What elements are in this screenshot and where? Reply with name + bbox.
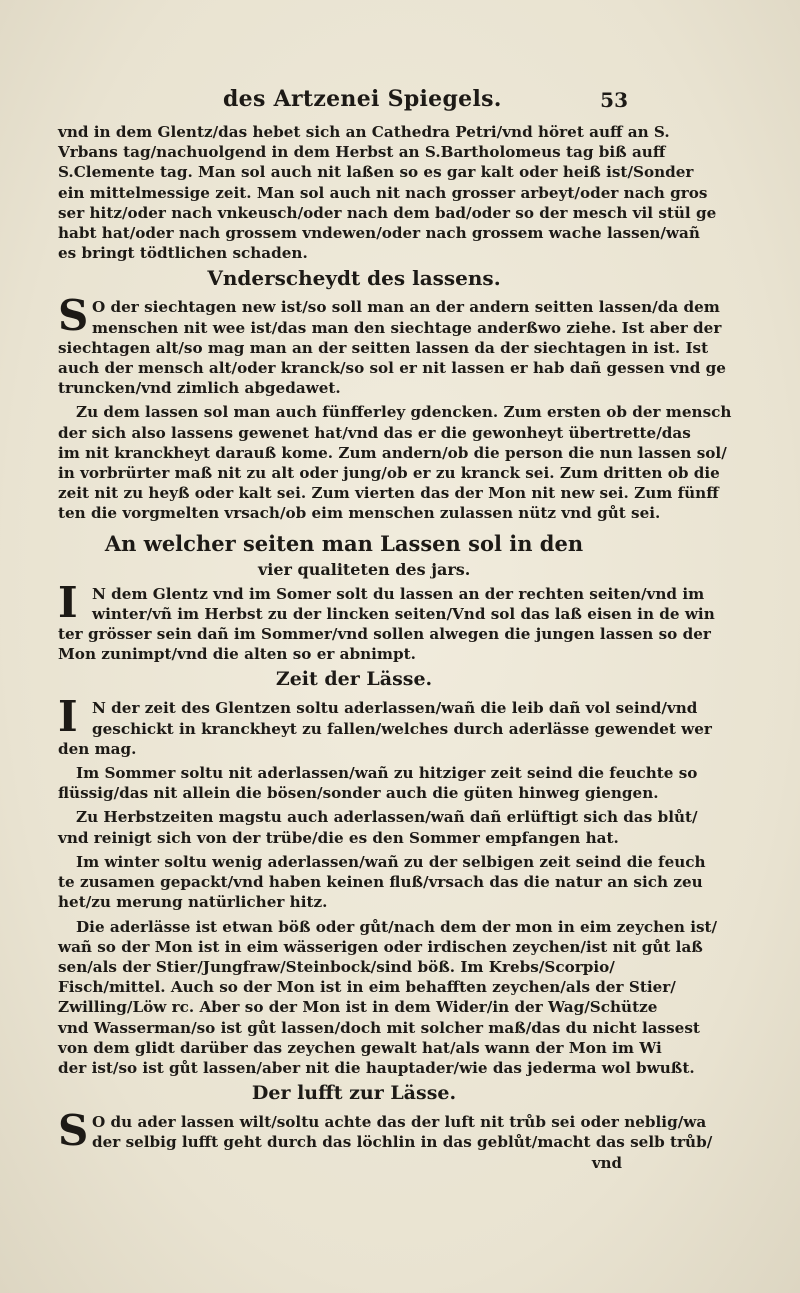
text-line: menschen nit wee ist/das man den siechtage anderßwo ziehe. Ist aber der <box>92 318 722 337</box>
text-line: im nit kranckheyt darauß kome. Zum andern/ob die person die nun lassen sol/ <box>58 443 727 462</box>
drop-cap: S <box>58 1106 89 1156</box>
text-line: wañ so der Mon ist in eim wässerigen oder irdischen zeychen/ist nit gůt laß <box>58 937 703 956</box>
text-line: Zwilling/Löw rc. Aber so der Mon ist in dem Wider/in der Wag/Schütze <box>58 998 658 1017</box>
text-line: Vrbans tag/nachuolgend in dem Herbst an S.Bartholomeus tag biß auff <box>58 143 666 162</box>
intro-paragraph <box>58 122 717 263</box>
text-line: N dem Glentz vnd im Somer solt du lassen an der rechten seiten/vnd im <box>92 584 705 603</box>
text-line: der selbig lufft geht durch das löchlin in das geblůt/macht das selb trůb/ <box>92 1133 713 1152</box>
drop-cap: I <box>58 692 78 742</box>
text-line: O der siechtagen new ist/so soll man an der andern seitten lassen/da dem <box>92 298 720 317</box>
text-line: te zusamen gepackt/vnd haben keinen fluß/vrsach das die natur an sich zeu <box>58 873 703 892</box>
text-line: Im winter soltu wenig aderlassen/wañ zu der selbigen zeit seind die feuch <box>76 852 706 871</box>
text-line: truncken/vnd zimlich abgedawet. <box>58 379 341 398</box>
text-line: vnd in dem Glentz/das hebet sich an Cathedra Petri/vnd höret auff an S. <box>58 123 670 141</box>
text-line: auch der mensch alt/oder kranck/so sol er nit lassen er hab dañ gessen vnd ge <box>58 359 726 378</box>
text-line: winter/vñ im Herbst zu der lincken seiten/Vnd sol das laß eisen in de win <box>92 604 715 623</box>
section3-paragraph4 <box>58 852 706 913</box>
text-line: Mon zunimpt/vnd die alten so er abnimpt. <box>58 645 416 664</box>
text-line: O du ader lassen wilt/soltu achte das der luft nit trůb sei oder neblig/wa <box>92 1113 707 1132</box>
text-line: N der zeit des Glentzen soltu aderlassen/wañ die leib dañ vol seind/vnd <box>92 699 698 718</box>
text-line: den mag. <box>58 739 137 758</box>
text-line: ten die vorgmelten vrsach/ob eim menschen zulassen nütz vnd gůt sei. <box>58 504 661 523</box>
text-line: zeit nit zu heyß oder kalt sei. Zum vierten das der Mon nit new sei. Zum fünff <box>58 484 719 503</box>
section3-paragraph1 <box>58 692 712 759</box>
catchword: vnd <box>591 1153 622 1172</box>
text-line: vnd reinigt sich von der trübe/die es den Sommer empfangen hat. <box>58 828 619 847</box>
section4-paragraph <box>58 1106 713 1172</box>
text-line: ser hitz/oder nach vnkeusch/oder nach dem bad/oder so der mesch vil stül ge <box>58 203 717 222</box>
text-line: geschickt in kranckheyt zu fallen/welches durch aderlässe gewendet wer <box>92 719 712 738</box>
section3-paragraph3 <box>58 807 698 847</box>
text-line: ein mittelmessige zeit. Man sol auch nit nach grosser arbeyt/oder nach gros <box>58 183 708 202</box>
text-line: Fisch/mittel. Auch so der Mon ist in eim behafften zeychen/als der Stier/ <box>58 978 676 997</box>
text-line: der ist/so ist gůt lassen/aber nit die hauptader/wie das jederma wol bwußt. <box>58 1058 695 1077</box>
section1-paragraph2 <box>58 402 732 523</box>
section-heading: Der lufft zur Lässe. <box>251 1082 457 1105</box>
text-line: Zu Herbstzeiten magstu auch aderlassen/wañ dañ erlüftigt sich das blůt/ <box>76 808 698 827</box>
text-line: het/zu merung natürlicher hitz. <box>58 893 328 912</box>
section3-paragraph2 <box>58 763 698 803</box>
text-line: siechtagen alt/so mag man an der seitten lassen da der siechtagen in ist. Ist <box>58 338 709 357</box>
drop-cap: S <box>58 291 89 341</box>
text-line: es bringt tödtlichen schaden. <box>58 244 308 263</box>
text-line: in vorbrürter maß nit zu alt oder jung/ob er zu kranck sei. Zum dritten ob die <box>58 464 720 483</box>
running-title: des Artzenei Spiegels. <box>223 86 502 112</box>
text-line: von dem glidt darüber das zeychen gewalt hat/als wann der Mon im Wi <box>58 1038 662 1057</box>
section-subheading: vier qualiteten des jars. <box>258 559 471 579</box>
page-header <box>58 84 630 118</box>
drop-cap: I <box>58 577 78 627</box>
section-heading: Zeit der Lässe. <box>275 668 433 691</box>
section-heading: Vnderscheydt des lassens. <box>207 266 501 291</box>
text-line: flüssig/das nit allein die bösen/sonder auch die güten hinweg giengen. <box>58 784 659 803</box>
text-line: S.Clemente tag. Man sol auch nit laßen so es gar kalt oder heiß ist/Sonder <box>58 163 694 182</box>
text-line: sen/als der Stier/Jungfraw/Steinbock/sind böß. Im Krebs/Scorpio/ <box>58 957 615 976</box>
text-line: vnd Wasserman/so ist gůt lassen/doch mit solcher maß/das du nicht lassest <box>58 1018 700 1037</box>
text-line: Im Sommer soltu nit aderlassen/wañ zu hitziger zeit seind die feuchte so <box>76 764 698 783</box>
text-line: der sich also lassens gewenet hat/vnd das er die gewonheyt übertrette/das <box>58 423 691 442</box>
text-line: habt hat/oder nach grossem vndewen/oder nach grossem wache lassen/wañ <box>58 224 700 243</box>
section2-paragraph <box>58 577 715 665</box>
text-line: ter grösser sein dañ im Sommer/vnd sollen alwegen die jungen lassen so der <box>58 625 711 644</box>
text-line: Zu dem lassen sol man auch fünfferley gdencken. Zum ersten ob der mensch <box>76 403 732 422</box>
section3-paragraph5 <box>58 917 718 1079</box>
page-number: 53 <box>600 88 628 112</box>
section-heading: An welcher seiten man Lassen sol in den <box>104 530 584 556</box>
section1-paragraph1 <box>58 291 726 398</box>
text-line: Die aderlässe ist etwan böß oder gůt/nach dem der mon in eim zeychen ist/ <box>76 917 718 936</box>
text-block <box>58 84 732 1173</box>
